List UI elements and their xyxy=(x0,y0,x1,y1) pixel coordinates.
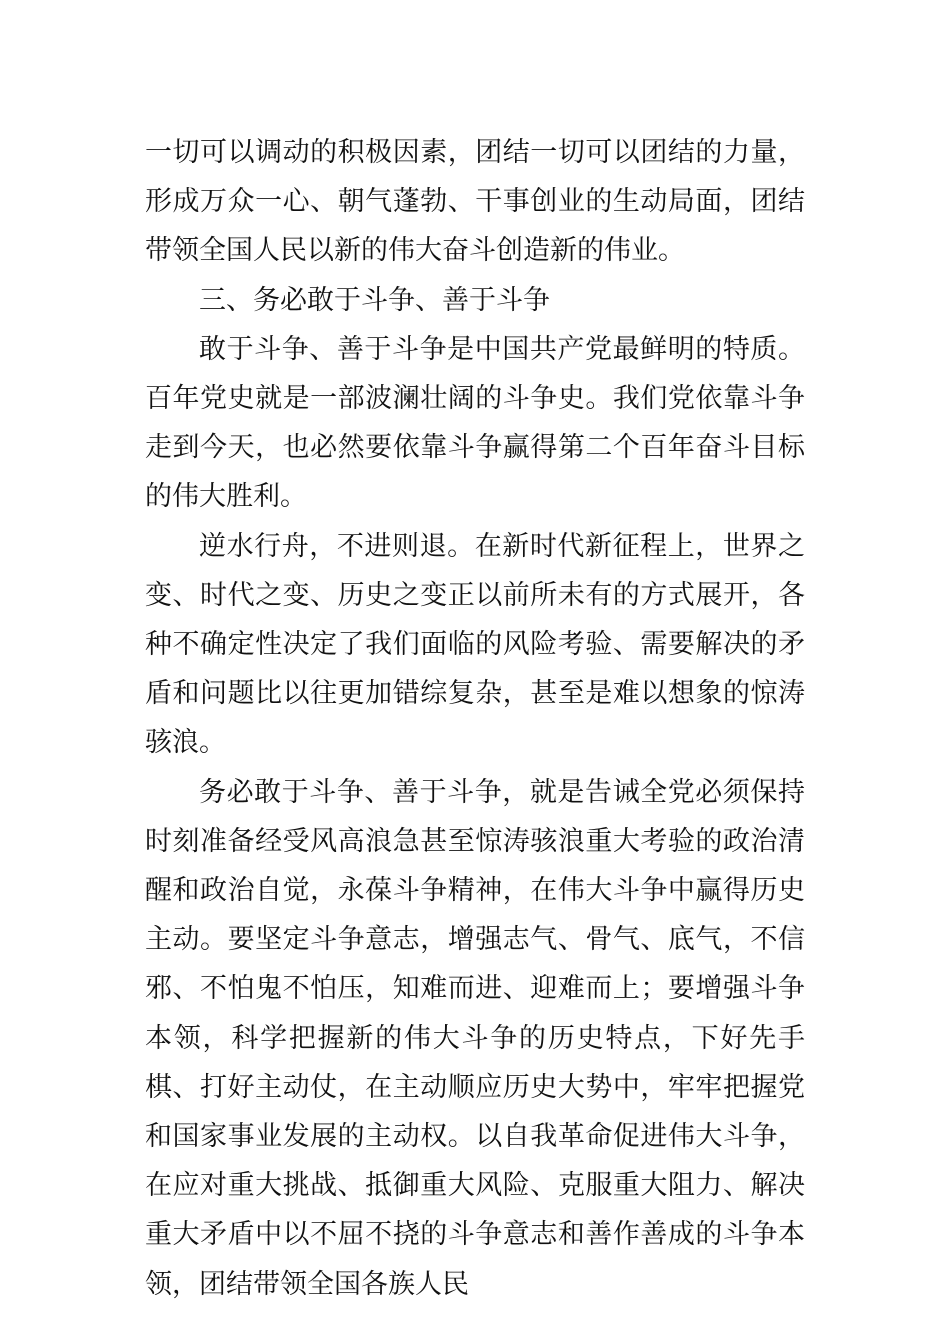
paragraph: 敢于斗争、善于斗争是中国共产党最鲜明的特质。百年党史就是一部波澜壮阔的斗争史。我们党依靠斗争走到今天，也必然要依靠斗争赢得第二个百年奋斗目标的伟大胜利。 xyxy=(145,333,805,513)
paragraph: 务必敢于斗争、善于斗争，就是告诫全党必须保持时刻准备经受风高浪急甚至惊涛骇浪重大考验的政治清醒和政治自觉，永葆斗争精神，在伟大斗争中赢得历史主动。要坚定斗争意志，增强志气、骨气、底气，不信邪、不怕鬼不怕压，知难而进、迎难而上；要增强斗争本领，科学把握新的伟大斗争的历史特点，下好先手棋、打好主动仗，在主动顺应历史大势中，牢牢把握党和国家事业发展的主动权。以自我革命促进伟大斗争，在应对重大挑战、抵御重大风险、克服重大阻力、解决重大矛盾中以不屈不挠的斗争意志和善作善成的斗争本领，团结带领全国各族人民 xyxy=(145,776,805,1300)
paragraph-continuation: 一切可以调动的积极因素，团结一切可以团结的力量，形成万众一心、朝气蓬勃、干事创业的生动局面，团结带领全国人民以新的伟大奋斗创造新的伟业。 xyxy=(145,137,805,267)
section-heading: 三、务必敢于斗争、善于斗争 xyxy=(199,284,550,316)
paragraph: 逆水行舟，不进则退。在新时代新征程上，世界之变、时代之变、历史之变正以前所未有的方式展开，各种不确定性决定了我们面临的风险考验、需要解决的矛盾和问题比以往更加错综复杂，甚至是难以想象的惊涛骇浪。 xyxy=(145,530,805,759)
document-body xyxy=(145,128,805,1309)
